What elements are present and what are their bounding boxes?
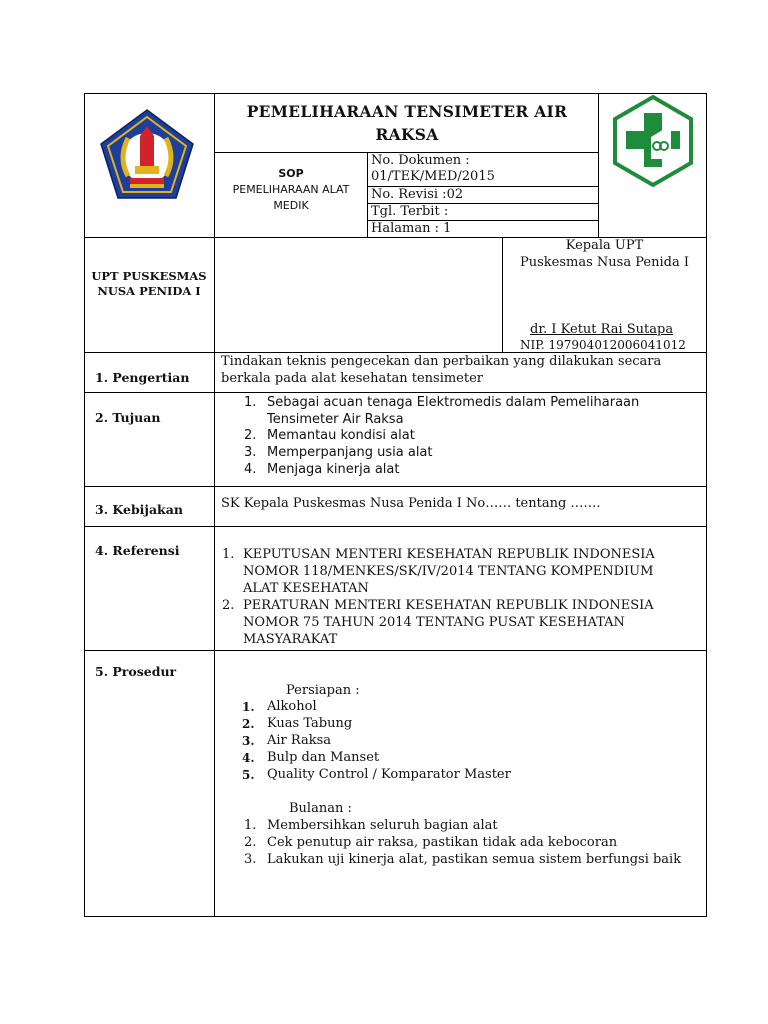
list-item-continuation: NOMOR 75 TAHUN 2014 TENTANG PUSAT KESEHATAN <box>243 615 625 630</box>
list-item: Memperpanjang usia alat <box>267 445 433 460</box>
section-label-tujuan: 2. Tujuan <box>95 410 161 425</box>
revision-number: No. Revisi :02 <box>371 187 464 202</box>
doc-number-value: 01/TEK/MED/2015 <box>371 169 495 184</box>
regional-emblem-icon <box>98 108 196 202</box>
sop-subtitle-line2: MEDIK <box>273 199 309 212</box>
list-number: 2. <box>222 598 235 613</box>
list-number: 1. <box>244 818 257 833</box>
head-name: dr. I Ketut Rai Sutapa <box>530 322 674 337</box>
list-item: Membersihkan seluruh bagian alat <box>267 818 498 833</box>
issue-date: Tgl. Terbit : <box>371 204 449 219</box>
org-name-line1: UPT PUSKESMAS <box>91 269 207 283</box>
list-item: Lakukan uji kinerja alat, pastikan semua sistem berfungsi baik <box>267 852 682 867</box>
list-item: Memantau kondisi alat <box>267 428 415 443</box>
bulanan-heading: Bulanan : <box>289 801 352 816</box>
document-title-line1: PEMELIHARAAN TENSIMETER AIR <box>246 102 568 121</box>
doc-number-label: No. Dokumen : <box>371 153 470 168</box>
section-label-kebijakan: 3. Kebijakan <box>95 502 183 517</box>
pengertian-text-line1: Tindakan teknis pengecekan dan perbaikan yang dilakukan secara <box>221 354 662 369</box>
list-number: 2. <box>244 428 257 443</box>
list-item: Kuas Tabung <box>267 716 353 731</box>
list-number: 2. <box>244 835 257 850</box>
list-item: Alkohol <box>267 699 317 714</box>
health-cross-logo-icon <box>611 93 695 189</box>
list-item: Bulp dan Manset <box>267 750 380 765</box>
list-number: 3. <box>244 852 257 867</box>
list-number: 3. <box>242 734 255 748</box>
list-item: Quality Control / Komparator Master <box>267 767 511 782</box>
list-item-continuation: NOMOR 118/MENKES/SK/IV/2014 TENTANG KOMPENDIUM <box>243 564 654 579</box>
sop-subtitle-line1: PEMELIHARAAN ALAT <box>232 183 350 196</box>
page-number: Halaman : 1 <box>371 221 452 236</box>
section-label-pengertian: 1. Pengertian <box>95 370 190 385</box>
list-item: Sebagai acuan tenaga Elektromedis dalam Pemeliharaan <box>267 395 640 410</box>
pengertian-text-line2: berkala pada alat kesehatan tensimeter <box>221 371 483 386</box>
list-number: 2. <box>242 717 255 731</box>
document-title-line2: RAKSA <box>375 125 439 144</box>
list-item-continuation: Tensimeter Air Raksa <box>267 412 404 427</box>
kebijakan-text: SK Kepala Puskesmas Nusa Penida I No…… tentang ……. <box>221 496 601 511</box>
list-number: 1. <box>244 395 257 410</box>
list-item: Air Raksa <box>267 733 332 748</box>
list-item-continuation: ALAT KESEHATAN <box>243 581 369 596</box>
sop-label: SOP <box>278 167 304 180</box>
list-item-continuation: MASYARAKAT <box>243 632 338 647</box>
list-item: Cek penutup air raksa, pastikan tidak ada kebocoran <box>267 835 618 850</box>
list-number: 1. <box>242 700 255 714</box>
list-item: Menjaga kinerja alat <box>267 462 400 477</box>
list-item: PERATURAN MENTERI KESEHATAN REPUBLIK INDONESIA <box>243 598 654 613</box>
list-number: 4. <box>244 462 257 477</box>
list-number: 1. <box>222 547 235 562</box>
list-item: KEPUTUSAN MENTERI KESEHATAN REPUBLIK INDONESIA <box>243 547 655 562</box>
list-number: 3. <box>244 445 257 460</box>
head-title-line1: Kepala UPT <box>565 238 644 253</box>
list-number: 5. <box>242 768 255 782</box>
list-number: 4. <box>242 751 255 765</box>
head-title-line2: Puskesmas Nusa Penida I <box>520 255 689 270</box>
org-name-line2: NUSA PENIDA I <box>97 284 201 298</box>
section-label-referensi: 4. Referensi <box>95 543 180 558</box>
head-nip: NIP. 197904012006041012 <box>520 338 686 352</box>
persiapan-heading: Persiapan : <box>286 683 360 698</box>
section-label-prosedur: 5. Prosedur <box>95 664 177 679</box>
